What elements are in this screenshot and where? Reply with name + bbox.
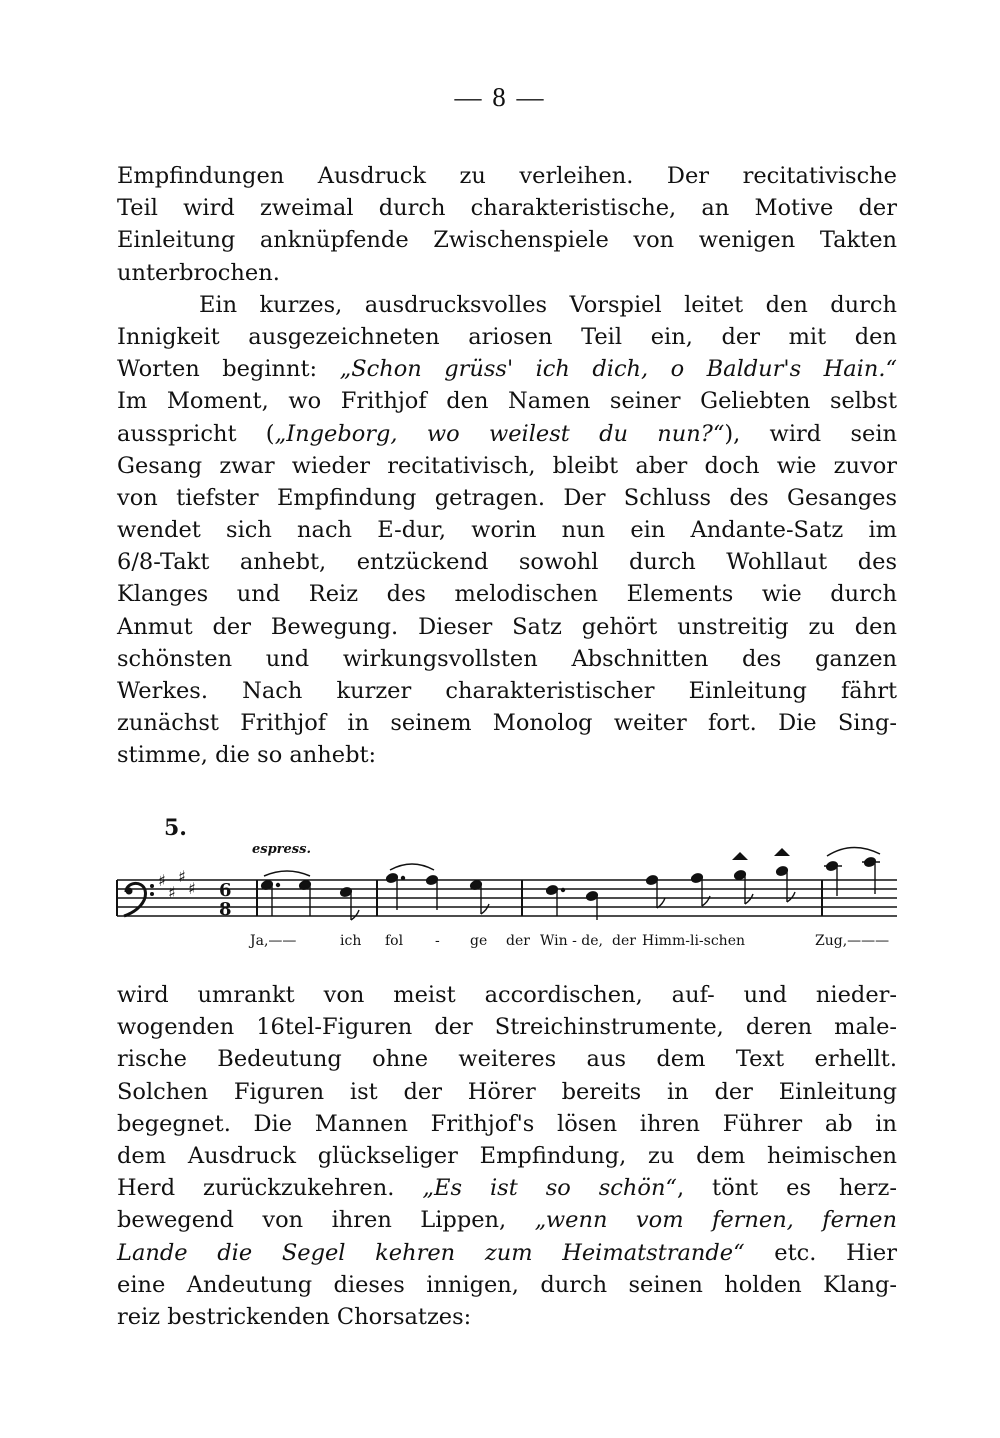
lyric-syllable: der xyxy=(506,933,530,949)
lyric-syllable: der xyxy=(612,933,636,949)
text-line: Solchen Figuren ist der Hörer bereits in der Einleitung xyxy=(117,1078,897,1105)
text-run: ), wird sein xyxy=(724,420,898,447)
text-line: Ein kurzes, ausdrucksvolles Vorspiel leitet den durch xyxy=(199,291,897,318)
text-line: reiz bestrickenden Chorsatzes: xyxy=(117,1303,472,1330)
text-line: Anmut der Bewegung. Dieser Satz gehört unstreitig zu den xyxy=(117,613,897,640)
text-line: begegnet. Die Mannen Frithjof's lösen ihren Führer ab in xyxy=(117,1110,897,1137)
tempo-marking: espress. xyxy=(252,842,311,857)
text-block-lower xyxy=(117,979,897,1333)
svg-text:6: 6 xyxy=(219,880,232,901)
text-line: Klanges und Reiz des melodischen Elements wie durch xyxy=(117,581,897,608)
quotation-italic: „Ingeborg, wo weilest du nun?“ xyxy=(274,420,725,447)
music-notes xyxy=(260,856,880,920)
lyric-syllable: Himm-li-schen xyxy=(642,933,745,949)
quotation-italic: „Schon grüss' ich dich, o Baldur's Hain.“ xyxy=(339,356,897,383)
text-line: rische Bedeutung ohne weiteres aus dem Text erhellt. xyxy=(117,1046,897,1073)
accent-marks xyxy=(732,848,790,860)
text-line: 6/8-Takt anhebt, entzückend sowohl durch Wohllaut des xyxy=(117,549,897,576)
text-line: Innigkeit ausgezeichneten ariosen Teil ein, der mit den xyxy=(117,323,897,350)
text-run: bewegend von ihren Lippen, xyxy=(117,1207,535,1234)
text-line: wendet sich nach E-dur, worin nun ein Andante-Satz im xyxy=(117,517,897,544)
svg-text:♯: ♯ xyxy=(158,871,166,890)
quotation-italic: „wenn vom fernen, fernen xyxy=(534,1207,897,1234)
text-line: Werkes. Nach kurzer charakteristischer Einleitung fährt xyxy=(117,678,897,704)
key-signature-sharps xyxy=(158,867,196,902)
text-line: von tiefster Empfindung getragen. Der Schluss des Gesanges xyxy=(117,484,897,511)
text-line: Empfindungen Ausdruck zu verleihen. Der recitativische xyxy=(117,163,897,189)
lyric-syllable: Ja,—— xyxy=(250,933,297,949)
text-line: schönsten und wirkungsvollsten Abschnitten des ganzen xyxy=(117,645,897,672)
svg-text:♯: ♯ xyxy=(188,879,196,898)
text-line: Teil wird zweimal durch charakteristische, an Motive der xyxy=(117,195,897,222)
quotation-italic: „Es ist so schön“ xyxy=(422,1175,677,1202)
text-line: eine Andeutung dieses innigen, durch seinen holden Klang- xyxy=(117,1271,897,1298)
text-line: Einleitung anknüpfende Zwischenspiele von wenigen Takten xyxy=(117,227,897,254)
svg-text:♯: ♯ xyxy=(178,867,186,886)
text-run: Herd zurückzukehren. xyxy=(117,1175,423,1202)
svg-text:♯: ♯ xyxy=(168,883,176,902)
text-run: ausspricht ( xyxy=(117,420,275,447)
text-run: , tönt es herz- xyxy=(676,1175,897,1202)
text-line: unterbrochen. xyxy=(117,259,280,286)
lyric-syllable: Win - de, xyxy=(540,933,603,949)
text-line xyxy=(117,1204,897,1236)
text-line: dem Ausdruck glückseliger Empfindung, zu dem heimischen xyxy=(117,1142,897,1169)
text-run: Worten beginnt: xyxy=(117,356,340,383)
lyric-syllable: fol xyxy=(385,933,404,949)
music-staff xyxy=(112,830,902,930)
text-block-upper xyxy=(117,160,897,772)
text-line xyxy=(117,1237,897,1269)
text-run: etc. Hier xyxy=(744,1239,897,1266)
page-number: — 8 — xyxy=(454,82,546,112)
text-line: Im Moment, wo Frithjof den Namen seiner Geliebten selbst xyxy=(117,388,897,415)
lyric-syllable: Zug,——— xyxy=(815,933,890,949)
svg-text:8: 8 xyxy=(219,899,232,920)
text-line: zunächst Frithjof in seinem Monolog weiter fort. Die Sing- xyxy=(117,710,897,737)
lyric-syllable: ich xyxy=(340,933,362,949)
lyric-syllable: ge xyxy=(470,933,488,949)
text-line xyxy=(117,418,897,450)
text-line: wird umrankt von meist accordischen, auf- und nieder- xyxy=(117,982,897,1008)
text-line xyxy=(117,1172,897,1204)
text-line xyxy=(117,353,897,385)
text-line: Gesang zwar wieder recitativisch, bleibt aber doch wie zuvor xyxy=(117,452,897,479)
quotation-italic: Lande die Segel kehren zum Heimatstrande“ xyxy=(117,1239,745,1266)
lyric-syllable: - xyxy=(435,933,440,949)
text-line: stimme, die so anhebt: xyxy=(117,742,377,769)
time-signature xyxy=(219,880,232,920)
music-example-number: 5. xyxy=(164,815,187,841)
staff-lines xyxy=(117,880,897,916)
text-line: wogenden 16tel-Figuren der Streichinstrumente, deren male- xyxy=(117,1014,897,1041)
